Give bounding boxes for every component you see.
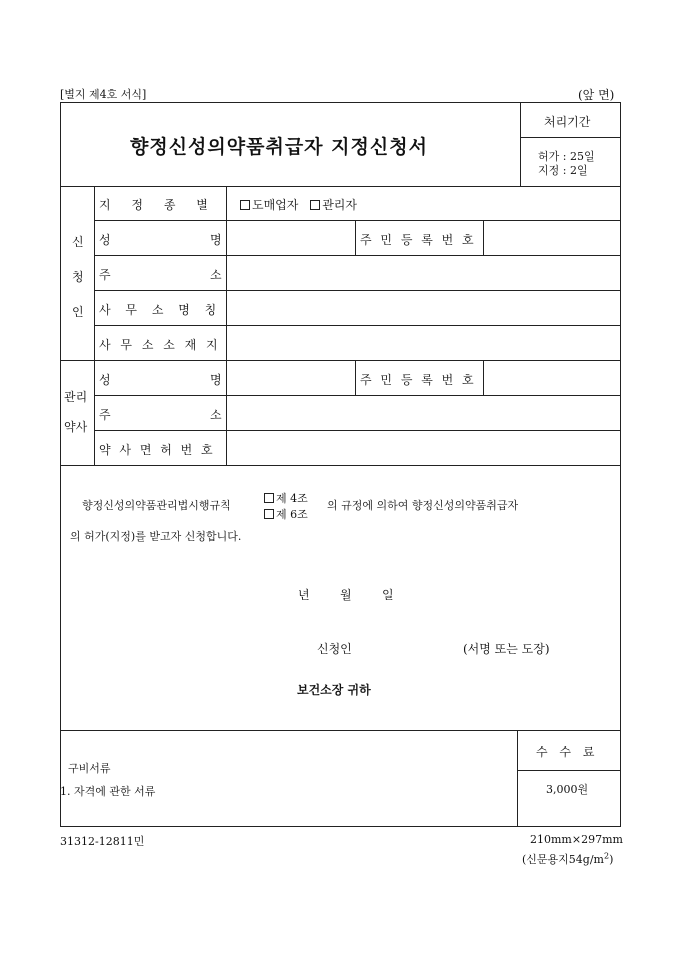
paper-spec-suffix: ) (609, 853, 614, 866)
date-day-label: 일 (382, 588, 394, 602)
pharmacist-address-label-right: 소 (210, 408, 222, 422)
pharmacist-name-label-right: 명 (210, 373, 222, 387)
addressee: 보건소장 귀하 (297, 683, 371, 697)
article-6-option (264, 506, 308, 522)
date-year-label: 년 (298, 588, 310, 602)
article-4-label: 제 4조 (276, 492, 308, 505)
paper-size: 210mm×297mm (530, 833, 623, 846)
form-title: 향정신성의약품취급자 지정신청서 (130, 136, 428, 158)
processing-designation: 지정 : 2일 (538, 164, 588, 177)
statement-line2: 의 허가(지정)를 받고자 신청합니다. (70, 530, 242, 543)
article-4-option (264, 490, 308, 506)
date-month-label: 월 (340, 588, 352, 602)
applicant-signature-label: 신청인 (317, 642, 352, 656)
form-code: 31312-12811민 (60, 835, 145, 848)
form-number: [별지 제4호 서식] (60, 88, 147, 101)
applicant-address-label-left: 주 (99, 268, 111, 282)
pharmacist-rrn-label: 주 민 등 록 번 호 (360, 373, 474, 387)
applicant-name-label-left: 성 (99, 233, 111, 247)
required-documents-label: 구비서류 (68, 762, 111, 775)
fee-label: 수 수 료 (536, 745, 595, 759)
applicant-section-char-1: 신 (72, 235, 84, 249)
office-location-label: 사 무 소 소 재 지 (99, 338, 218, 352)
manager-checkbox[interactable] (310, 200, 320, 210)
statement-text-after: 의 규정에 의하여 향정신성의약품취급자 (327, 499, 519, 512)
pharmacist-address-label-left: 주 (99, 408, 111, 422)
manager-option-label: 관리자 (322, 198, 357, 212)
applicant-rrn-label: 주 민 등 록 번 호 (360, 233, 474, 247)
pharmacist-license-label: 약 사 면 허 번 호 (99, 443, 213, 457)
pharmacist-section-line2: 약사 (64, 420, 88, 434)
designation-type-label: 지 정 종 별 (99, 198, 208, 212)
wholesale-checkbox[interactable] (240, 200, 250, 210)
statement-rule: 향정신성의약품관리법시행규칙 (82, 499, 231, 512)
paper-spec-prefix: (신문용지54g/m (522, 853, 604, 866)
pharmacist-section-line1: 관리 (64, 390, 88, 404)
applicant-section-char-2: 청 (72, 270, 84, 284)
applicant-address-label-right: 소 (210, 268, 222, 282)
applicant-section-char-3: 인 (72, 305, 84, 319)
designation-options (240, 196, 357, 213)
pharmacist-name-label-left: 성 (99, 373, 111, 387)
wholesale-option-label: 도매업자 (252, 198, 299, 212)
processing-permit: 허가 : 25일 (538, 150, 595, 163)
processing-period-label: 처리기간 (544, 115, 591, 129)
fee-value: 3,000원 (546, 783, 589, 796)
office-name-label: 사 무 소 명 칭 (99, 303, 217, 317)
paper-spec (522, 851, 613, 867)
signature-hint: (서명 또는 도장) (463, 642, 550, 656)
applicant-name-label-right: 명 (210, 233, 222, 247)
required-document-item: 1. 자격에 관한 서류 (60, 785, 156, 798)
paper-spec-sup: 2 (603, 851, 610, 861)
article-6-label: 제 6조 (276, 508, 308, 521)
article-4-checkbox[interactable] (264, 493, 274, 503)
page-side: (앞 면) (578, 88, 615, 102)
article-6-checkbox[interactable] (264, 509, 274, 519)
